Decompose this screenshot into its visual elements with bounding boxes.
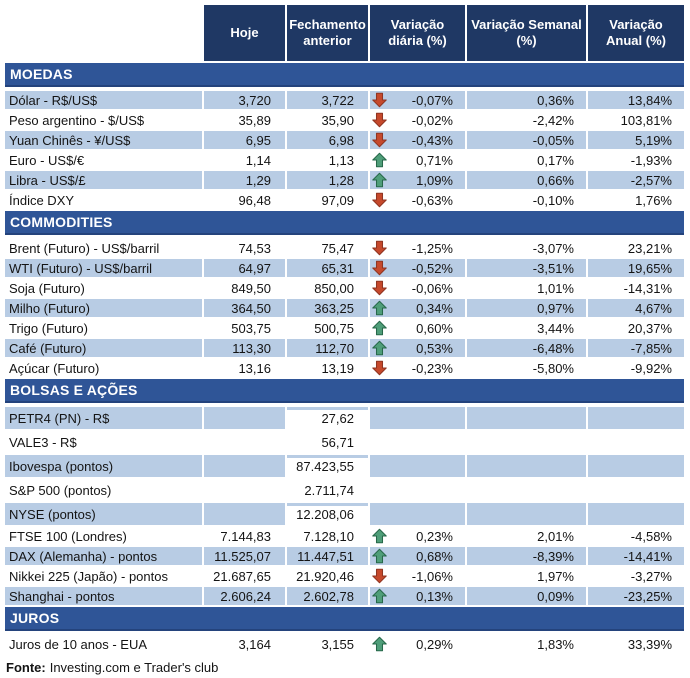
cell-fechamento-anterior: 97,09 <box>287 191 368 209</box>
section-header-commodities: COMMODITIES <box>5 211 684 235</box>
row-label: Libra - US$/£ <box>5 171 202 189</box>
table-row-caf-futuro <box>5 339 684 357</box>
cell-hoje: 96,48 <box>204 191 285 209</box>
cell-variacao-semanal: 2,01% <box>467 527 586 545</box>
cell-hoje: 1,29 <box>204 171 285 189</box>
row-label: Soja (Futuro) <box>5 279 202 297</box>
row-label: Dólar - R$/US$ <box>5 91 202 109</box>
cell-variacao-semanal: 1,97% <box>467 567 586 585</box>
cell-variacao-diaria <box>370 635 465 653</box>
cell-variacao-diaria <box>370 431 465 453</box>
row-label: Nikkei 225 (Japão) - pontos <box>5 567 202 585</box>
cell-variacao-semanal: 1,83% <box>467 635 586 653</box>
cell-variacao-anual <box>588 479 684 501</box>
table-row-d-lar-r-us <box>5 91 684 109</box>
cell-variacao-semanal: 3,44% <box>467 319 586 337</box>
cell-hoje <box>204 431 285 453</box>
cell-fechamento-anterior: 21.920,46 <box>287 567 368 585</box>
cell-hoje: 64,97 <box>204 259 285 277</box>
cell-variacao-semanal <box>467 431 586 453</box>
cell-fechamento-anterior: 112,70 <box>287 339 368 357</box>
cell-variacao-anual: 5,19% <box>588 131 684 149</box>
cell-variacao-diaria <box>370 587 465 605</box>
arrow-down-icon <box>372 569 387 584</box>
column-header-variacao-diaria: Variação diária (%) <box>370 5 465 61</box>
table-row-yuan-chin-s-us <box>5 131 684 149</box>
cell-variacao-anual <box>588 431 684 453</box>
table-body <box>5 63 684 653</box>
row-label: DAX (Alemanha) - pontos <box>5 547 202 565</box>
row-label: FTSE 100 (Londres) <box>5 527 202 545</box>
row-label: Shanghai - pontos <box>5 587 202 605</box>
row-label: Ibovespa (pontos) <box>5 455 202 477</box>
cell-fechamento-anterior: 75,47 <box>287 239 368 257</box>
cell-hoje: 113,30 <box>204 339 285 357</box>
source-note <box>5 660 684 675</box>
arrow-up-icon <box>372 173 387 188</box>
source-label: Fonte: <box>6 660 46 675</box>
variacao-diaria-value: -0,52% <box>411 260 453 276</box>
table-row-ndice-dxy <box>5 191 684 209</box>
variacao-diaria-value: 0,34% <box>416 300 453 316</box>
column-header-variacao-anual: Variação Anual (%) <box>588 5 684 61</box>
cell-variacao-diaria <box>370 319 465 337</box>
row-label: Juros de 10 anos - EUA <box>5 635 202 653</box>
cell-fechamento-anterior: 7.128,10 <box>287 527 368 545</box>
cell-variacao-anual: -4,58% <box>588 527 684 545</box>
cell-hoje <box>204 407 285 429</box>
row-label: Açúcar (Futuro) <box>5 359 202 377</box>
cell-variacao-anual: 19,65% <box>588 259 684 277</box>
cell-variacao-semanal: -2,42% <box>467 111 586 129</box>
variacao-diaria-value: -0,07% <box>411 92 453 108</box>
cell-variacao-anual <box>588 407 684 429</box>
cell-variacao-semanal: -8,39% <box>467 547 586 565</box>
cell-variacao-diaria <box>370 527 465 545</box>
cell-variacao-semanal: -0,10% <box>467 191 586 209</box>
arrow-up-icon <box>372 589 387 604</box>
cell-fechamento-anterior: 56,71 <box>287 431 368 453</box>
cell-fechamento-anterior: 3,722 <box>287 91 368 109</box>
table-row-vale3-r <box>5 431 684 453</box>
cell-fechamento-anterior: 35,90 <box>287 111 368 129</box>
arrow-up-icon <box>372 549 387 564</box>
table-row-libra-us <box>5 171 684 189</box>
variacao-diaria-value: -1,06% <box>411 568 453 584</box>
cell-hoje <box>204 503 285 525</box>
table-row-nyse-pontos <box>5 503 684 525</box>
row-label: Milho (Futuro) <box>5 299 202 317</box>
cell-variacao-anual: -3,27% <box>588 567 684 585</box>
variacao-diaria-value: 0,71% <box>416 152 453 168</box>
cell-variacao-diaria <box>370 91 465 109</box>
cell-variacao-anual: 20,37% <box>588 319 684 337</box>
variacao-diaria-value: -0,63% <box>411 192 453 208</box>
arrow-up-icon <box>372 321 387 336</box>
table-row-ftse-100-londres <box>5 527 684 545</box>
cell-hoje: 849,50 <box>204 279 285 297</box>
column-header-hoje: Hoje <box>204 5 285 61</box>
arrow-up-icon <box>372 341 387 356</box>
cell-hoje <box>204 455 285 477</box>
arrow-up-icon <box>372 153 387 168</box>
cell-variacao-diaria <box>370 359 465 377</box>
cell-variacao-anual: 4,67% <box>588 299 684 317</box>
cell-fechamento-anterior: 500,75 <box>287 319 368 337</box>
variacao-diaria-value: 0,13% <box>416 588 453 604</box>
cell-hoje: 13,16 <box>204 359 285 377</box>
table-row-petr4-pn-r <box>5 407 684 429</box>
variacao-diaria-value: 0,60% <box>416 320 453 336</box>
cell-fechamento-anterior: 13,19 <box>287 359 368 377</box>
cell-variacao-diaria <box>370 171 465 189</box>
cell-variacao-diaria <box>370 111 465 129</box>
cell-variacao-semanal: -3,07% <box>467 239 586 257</box>
variacao-diaria-value: -1,25% <box>411 240 453 256</box>
cell-fechamento-anterior: 11.447,51 <box>287 547 368 565</box>
column-header-fechamento-anterior: Fechamento anterior <box>287 5 368 61</box>
cell-hoje: 6,95 <box>204 131 285 149</box>
cell-hoje: 3,720 <box>204 91 285 109</box>
arrow-down-icon <box>372 361 387 376</box>
cell-hoje: 74,53 <box>204 239 285 257</box>
table-row-euro-us <box>5 151 684 169</box>
cell-variacao-anual: 33,39% <box>588 635 684 653</box>
cell-variacao-diaria <box>370 299 465 317</box>
section-header-moedas: MOEDAS <box>5 63 684 87</box>
table-row-brent-futuro-us-barril <box>5 239 684 257</box>
arrow-down-icon <box>372 113 387 128</box>
cell-variacao-semanal: 0,66% <box>467 171 586 189</box>
table-row-peso-argentino-us <box>5 111 684 129</box>
cell-variacao-semanal: -5,80% <box>467 359 586 377</box>
cell-hoje: 21.687,65 <box>204 567 285 585</box>
cell-variacao-anual: -7,85% <box>588 339 684 357</box>
cell-variacao-semanal: -3,51% <box>467 259 586 277</box>
cell-variacao-semanal <box>467 455 586 477</box>
table-row-milho-futuro <box>5 299 684 317</box>
cell-variacao-semanal: -6,48% <box>467 339 586 357</box>
cell-hoje <box>204 479 285 501</box>
arrow-down-icon <box>372 93 387 108</box>
cell-variacao-anual <box>588 503 684 525</box>
cell-fechamento-anterior: 27,62 <box>287 407 368 429</box>
cell-variacao-anual: -2,57% <box>588 171 684 189</box>
row-label: VALE3 - R$ <box>5 431 202 453</box>
cell-fechamento-anterior: 3,155 <box>287 635 368 653</box>
variacao-diaria-value: -0,06% <box>411 280 453 296</box>
table-row-ibovespa-pontos <box>5 455 684 477</box>
table-row-a-car-futuro <box>5 359 684 377</box>
cell-fechamento-anterior: 87.423,55 <box>287 455 368 477</box>
cell-fechamento-anterior: 1,13 <box>287 151 368 169</box>
variacao-diaria-value: -0,43% <box>411 132 453 148</box>
cell-hoje: 7.144,83 <box>204 527 285 545</box>
cell-hoje: 2.606,24 <box>204 587 285 605</box>
row-label: Café (Futuro) <box>5 339 202 357</box>
source-text: Investing.com e Trader's club <box>49 660 219 675</box>
cell-variacao-diaria <box>370 279 465 297</box>
arrow-down-icon <box>372 281 387 296</box>
cell-variacao-anual: 23,21% <box>588 239 684 257</box>
variacao-diaria-value: 0,29% <box>416 636 453 652</box>
row-label: S&P 500 (pontos) <box>5 479 202 501</box>
cell-variacao-diaria <box>370 239 465 257</box>
row-label: Peso argentino - $/US$ <box>5 111 202 129</box>
cell-hoje: 11.525,07 <box>204 547 285 565</box>
cell-variacao-anual: -14,41% <box>588 547 684 565</box>
cell-fechamento-anterior: 2.602,78 <box>287 587 368 605</box>
variacao-diaria-value: -0,23% <box>411 360 453 376</box>
cell-variacao-semanal: -0,05% <box>467 131 586 149</box>
cell-variacao-anual: 103,81% <box>588 111 684 129</box>
cell-variacao-diaria <box>370 151 465 169</box>
cell-variacao-semanal: 0,97% <box>467 299 586 317</box>
cell-fechamento-anterior: 2.711,74 <box>287 479 368 501</box>
table-header-row <box>5 5 684 61</box>
section-header-juros: JUROS <box>5 607 684 631</box>
table-row-juros-de-10-anos-eua <box>5 635 684 653</box>
cell-hoje: 35,89 <box>204 111 285 129</box>
cell-fechamento-anterior: 850,00 <box>287 279 368 297</box>
row-label: PETR4 (PN) - R$ <box>5 407 202 429</box>
variacao-diaria-value: 0,53% <box>416 340 453 356</box>
table-row-s-p-500-pontos <box>5 479 684 501</box>
cell-variacao-semanal: 0,09% <box>467 587 586 605</box>
cell-hoje: 503,75 <box>204 319 285 337</box>
arrow-up-icon <box>372 529 387 544</box>
cell-variacao-anual: -1,93% <box>588 151 684 169</box>
cell-fechamento-anterior: 12.208,06 <box>287 503 368 525</box>
header-spacer <box>5 5 202 61</box>
cell-variacao-diaria <box>370 567 465 585</box>
cell-hoje: 364,50 <box>204 299 285 317</box>
cell-variacao-diaria <box>370 339 465 357</box>
cell-fechamento-anterior: 65,31 <box>287 259 368 277</box>
cell-variacao-anual: -23,25% <box>588 587 684 605</box>
variacao-diaria-value: 0,68% <box>416 548 453 564</box>
cell-variacao-anual: -9,92% <box>588 359 684 377</box>
cell-variacao-diaria <box>370 479 465 501</box>
cell-variacao-semanal <box>467 407 586 429</box>
cell-variacao-semanal <box>467 503 586 525</box>
arrow-up-icon <box>372 637 387 652</box>
arrow-down-icon <box>372 241 387 256</box>
cell-variacao-diaria <box>370 191 465 209</box>
table-row-dax-alemanha-pontos <box>5 547 684 565</box>
cell-variacao-semanal: 0,17% <box>467 151 586 169</box>
variacao-diaria-value: -0,02% <box>411 112 453 128</box>
cell-fechamento-anterior: 6,98 <box>287 131 368 149</box>
row-label: Índice DXY <box>5 191 202 209</box>
cell-variacao-diaria <box>370 503 465 525</box>
cell-variacao-diaria <box>370 259 465 277</box>
table-row-soja-futuro <box>5 279 684 297</box>
row-label: WTI (Futuro) - US$/barril <box>5 259 202 277</box>
cell-variacao-anual: -14,31% <box>588 279 684 297</box>
cell-variacao-anual <box>588 455 684 477</box>
cell-variacao-anual: 1,76% <box>588 191 684 209</box>
cell-variacao-semanal: 1,01% <box>467 279 586 297</box>
row-label: Euro - US$/€ <box>5 151 202 169</box>
row-label: Trigo (Futuro) <box>5 319 202 337</box>
cell-variacao-semanal <box>467 479 586 501</box>
row-label: Yuan Chinês - ¥/US$ <box>5 131 202 149</box>
cell-variacao-diaria <box>370 547 465 565</box>
table-row-wti-futuro-us-barril <box>5 259 684 277</box>
cell-hoje: 1,14 <box>204 151 285 169</box>
cell-fechamento-anterior: 1,28 <box>287 171 368 189</box>
row-label: Brent (Futuro) - US$/barril <box>5 239 202 257</box>
section-header-bolsas-e-a-es: BOLSAS E AÇÕES <box>5 379 684 403</box>
table-row-nikkei-225-jap-o-pontos <box>5 567 684 585</box>
cell-variacao-diaria <box>370 131 465 149</box>
cell-variacao-diaria <box>370 407 465 429</box>
cell-variacao-anual: 13,84% <box>588 91 684 109</box>
cell-variacao-semanal: 0,36% <box>467 91 586 109</box>
table-row-trigo-futuro <box>5 319 684 337</box>
variacao-diaria-value: 1,09% <box>416 172 453 188</box>
row-label: NYSE (pontos) <box>5 503 202 525</box>
arrow-down-icon <box>372 133 387 148</box>
cell-fechamento-anterior: 363,25 <box>287 299 368 317</box>
arrow-down-icon <box>372 261 387 276</box>
table-row-shanghai-pontos <box>5 587 684 605</box>
arrow-up-icon <box>372 301 387 316</box>
cell-variacao-diaria <box>370 455 465 477</box>
cell-hoje: 3,164 <box>204 635 285 653</box>
variacao-diaria-value: 0,23% <box>416 528 453 544</box>
arrow-down-icon <box>372 193 387 208</box>
column-header-variacao-semanal: Variação Semanal (%) <box>467 5 586 61</box>
